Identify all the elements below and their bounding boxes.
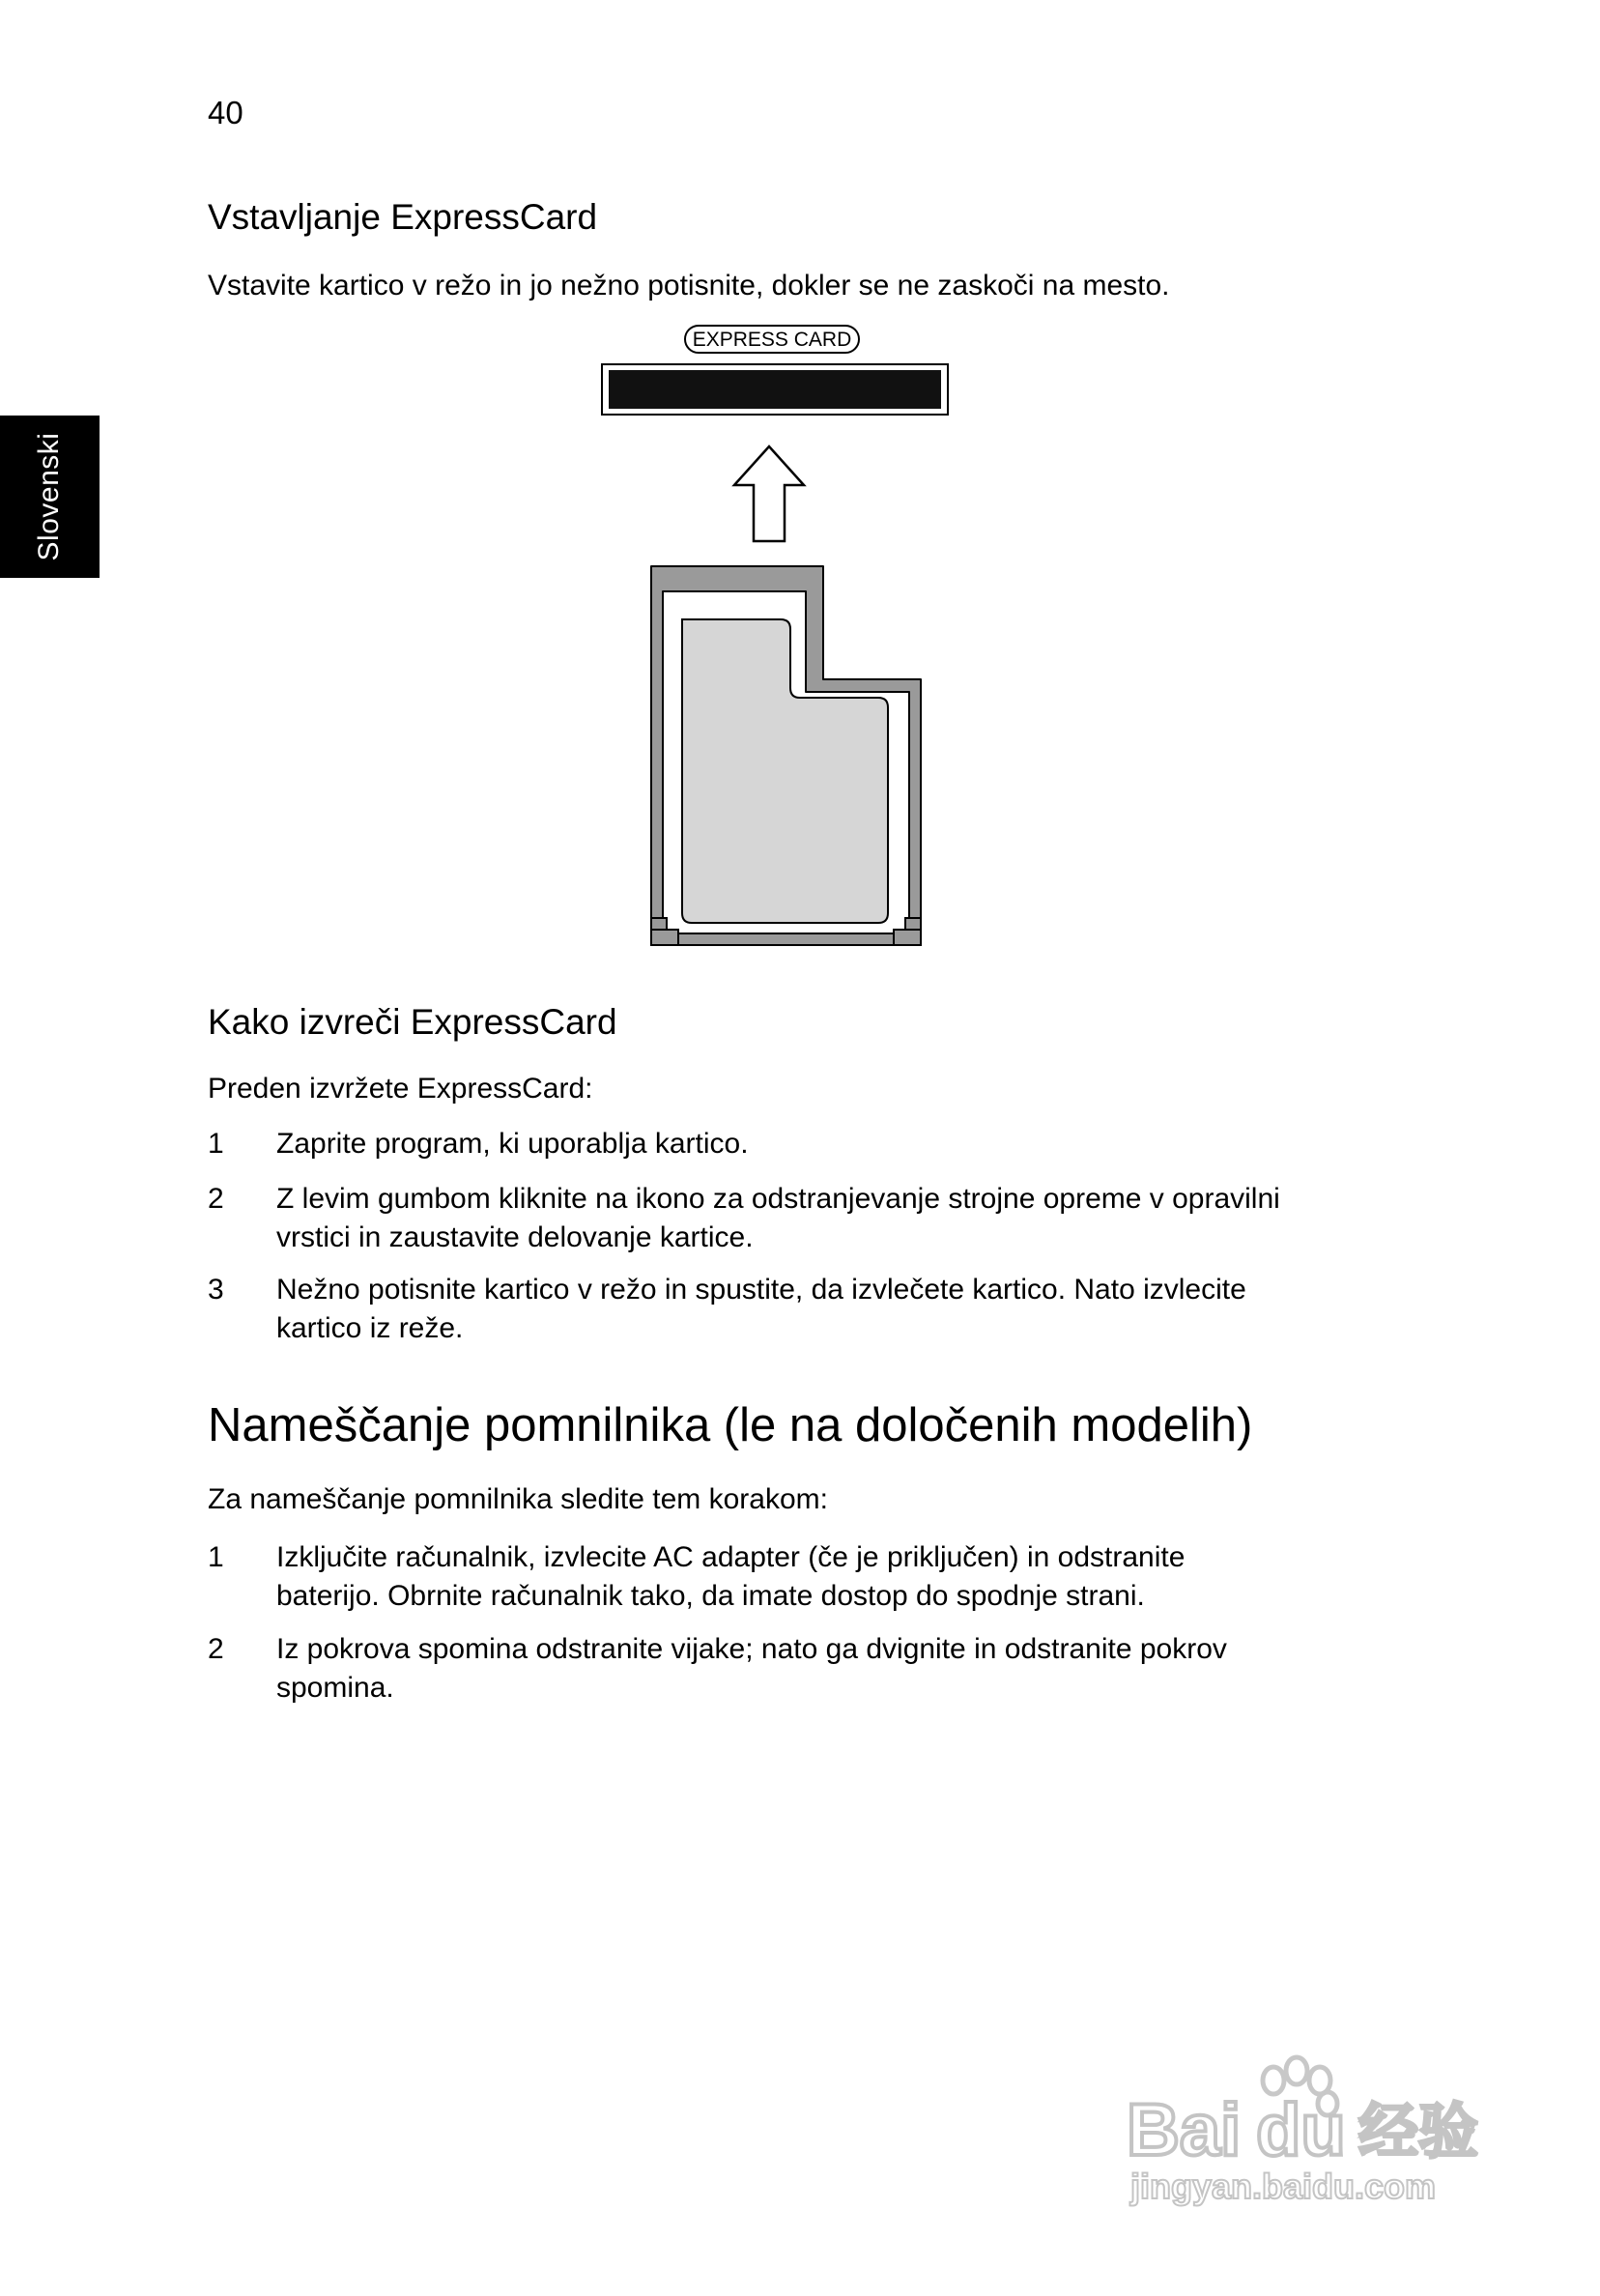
language-side-tab <box>0 416 100 578</box>
step-number: 1 <box>208 1128 224 1160</box>
step-number: 1 <box>208 1541 224 1573</box>
step-text-line: Zaprite program, ki uporablja kartico. <box>276 1128 749 1160</box>
expresscard-slot <box>602 364 948 415</box>
step-text-line: Nežno potisnite kartico v režo in spustite, da izvlečete kartico. Nato izvlecite <box>276 1274 1246 1306</box>
step-text-line: baterijo. Obrnite računalnik tako, da imate dostop do spodnje strani. <box>276 1580 1145 1612</box>
language-side-tab-label: Slovenski <box>33 432 65 561</box>
step-text-line: Iz pokrova spomina odstranite vijake; nato ga dvignite in odstranite pokrov <box>276 1633 1227 1665</box>
step-number: 3 <box>208 1274 224 1306</box>
step-text-line: spomina. <box>276 1672 394 1704</box>
section-title-insert: Vstavljanje ExpressCard <box>208 197 598 237</box>
watermark-url: jingyan.baidu.com <box>1130 2167 1437 2206</box>
step-text-line: kartico iz reže. <box>276 1312 464 1344</box>
eject-intro: Preden izvržete ExpressCard: <box>208 1073 593 1105</box>
expresscard-figure <box>541 319 1024 957</box>
watermark-brand-cn: 经验 <box>1358 2096 1479 2167</box>
expresscard-card <box>651 566 921 945</box>
step-text-line: Z levim gumbom kliknite na ikono za odstranjevanje strojne opreme v opravilni <box>276 1183 1280 1215</box>
step-number: 2 <box>208 1183 224 1215</box>
step-text-line: Izključite računalnik, izvlecite AC adapter (če je priključen) in odstranite <box>276 1541 1186 1573</box>
section-title-memory: Nameščanje pomnilnika (le na določenih modelih) <box>208 1399 1253 1451</box>
step-number: 2 <box>208 1633 224 1665</box>
insert-direction-arrow-icon <box>734 446 804 541</box>
step-text-line: vrstici in zaustavite delovanje kartice. <box>276 1221 754 1253</box>
watermark-brand-right: du <box>1256 2089 1346 2171</box>
memory-intro: Za nameščanje pomnilnika sledite tem korakom: <box>208 1483 828 1515</box>
baidu-watermark <box>1121 2044 1507 2213</box>
expresscard-slot-label <box>685 326 859 353</box>
watermark-brand-left: Bai <box>1127 2089 1242 2171</box>
insert-instructions: Vstavite kartico v režo in jo nežno potisnite, dokler se ne zaskoči na mesto. <box>208 270 1170 301</box>
section-title-eject: Kako izvreči ExpressCard <box>208 1002 617 1042</box>
page-number: 40 <box>208 95 243 130</box>
slot-label-text: EXPRESS CARD <box>692 329 852 351</box>
